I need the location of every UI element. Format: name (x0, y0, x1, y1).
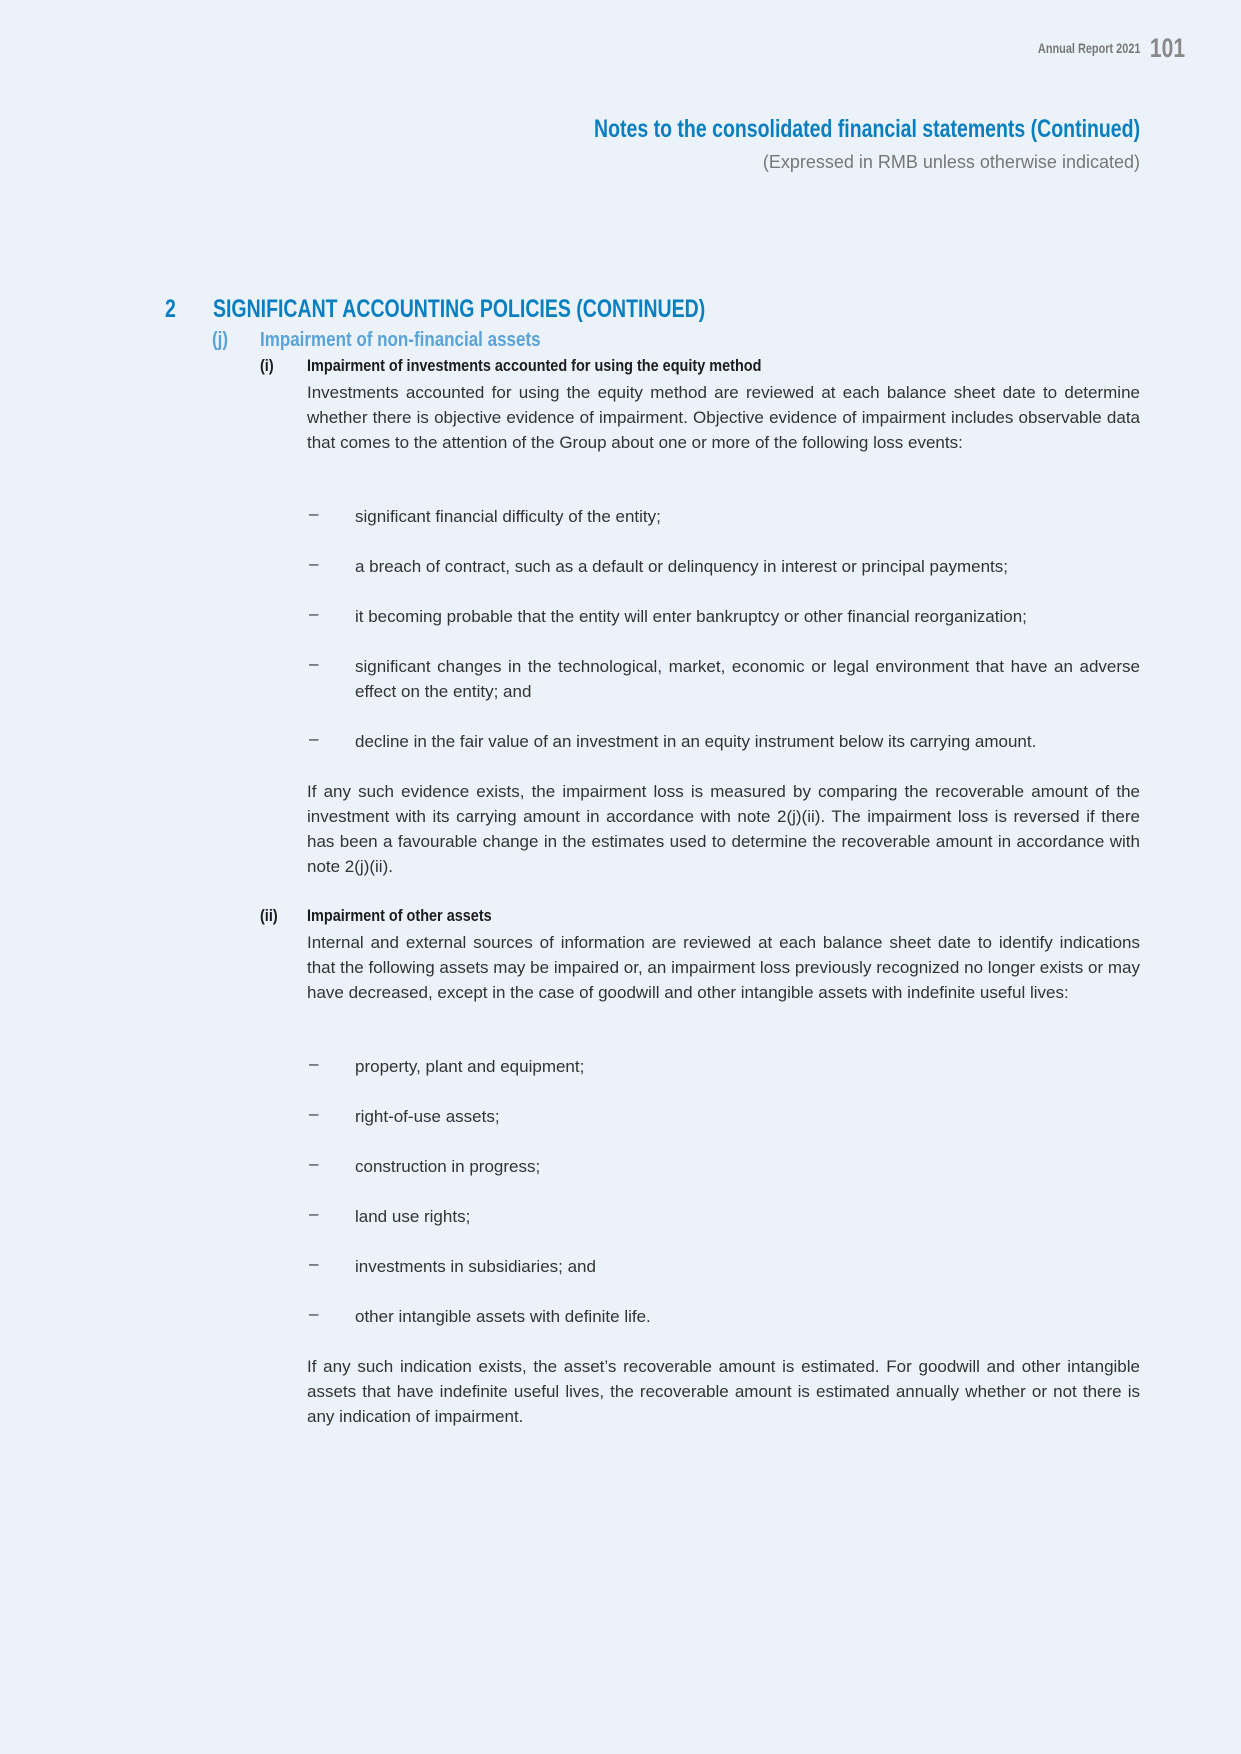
bullet-dash: – (309, 654, 319, 673)
list-item: it becoming probable that the entity will enter bankruptcy or other financial reorganization; (355, 607, 1027, 626)
page-number-text: 101 (1149, 33, 1185, 63)
bullet-dash: – (309, 504, 319, 523)
bullet-dash: – (309, 604, 319, 623)
list-item: construction in progress; (355, 1157, 541, 1176)
part-i-number (260, 356, 276, 376)
report-label-text: Annual Report 2021 (1037, 40, 1140, 56)
page-title (440, 115, 1140, 144)
list-item: decline in the fair value of an investment in an equity instrument below its carrying amount. (355, 732, 1037, 751)
list-item: right-of-use assets; (355, 1107, 500, 1126)
bullet-dash: – (309, 1204, 319, 1223)
list-item: land use rights; (355, 1207, 471, 1226)
part-i-heading (307, 356, 842, 376)
part-i-intro: Investments accounted for using the equity method are reviewed at each balance sheet date to determine whether there is objective evidence of impairment. Objective evidence of impairment includes observable data that comes to the attention of the Group about one or more of the following loss events: (307, 383, 1140, 452)
report-label (1009, 40, 1140, 56)
section-number (165, 295, 179, 324)
list-item: significant financial difficulty of the entity; (355, 507, 661, 526)
section-heading (213, 295, 844, 324)
bullet-dash: – (309, 1104, 319, 1123)
part-ii-number (260, 906, 281, 926)
page-number (1140, 33, 1185, 64)
page-subtitle: (Expressed in RMB unless otherwise indicated) (762, 152, 1140, 172)
part-i-heading-text: Impairment of investments accounted for using the equity method (307, 356, 762, 375)
part-ii-closing: If any such indication exists, the asset’s recoverable amount is estimated. For goodwill and other intangible assets that have indefinite useful lives, the recoverable amount is estimated annually whether or not there is any indication of impairment. (307, 1357, 1140, 1426)
list-item: a breach of contract, such as a default or delinquency in interest or principal payments; (355, 557, 1008, 576)
subsection-heading-text: Impairment of non-financial assets (260, 329, 541, 351)
bullet-dash: – (309, 729, 319, 748)
page-title-text: Notes to the consolidated financial statements (Continued) (593, 115, 1140, 143)
list-item: significant changes in the technological, market, economic or legal environment that have an adverse effect on the entity; and (355, 657, 1140, 701)
part-ii-heading-text: Impairment of other assets (307, 906, 492, 925)
part-i-closing: If any such evidence exists, the impairment loss is measured by comparing the recoverable amount of the investment with its carrying amount in accordance with note 2(j)(ii). The impairment loss is reversed if there has been a favourable change in the estimates used to determine the recoverable amount in accordance with note 2(j)(ii). (307, 782, 1140, 876)
part-ii-intro: Internal and external sources of information are reviewed at each balance sheet date to identify indications that the following assets may be impaired or, an impairment loss previously recognized no longer exists or may have decreased, except in the case of goodwill and other intangible assets with indefinite useful lives: (307, 933, 1140, 1002)
subsection-number (212, 329, 231, 352)
part-ii-number-text: (ii) (260, 906, 278, 925)
section-number-text: 2 (165, 295, 176, 323)
bullet-dash: – (309, 1054, 319, 1073)
part-ii-heading (307, 906, 524, 926)
bullet-dash: – (309, 1154, 319, 1173)
bullet-dash: – (309, 1304, 319, 1323)
list-item: property, plant and equipment; (355, 1057, 585, 1076)
part-i-number-text: (i) (260, 356, 274, 375)
list-item: investments in subsidiaries; and (355, 1257, 596, 1276)
subsection-number-text: (j) (212, 329, 229, 351)
bullet-dash: – (309, 554, 319, 573)
section-heading-text: SIGNIFICANT ACCOUNTING POLICIES (CONTINUED) (213, 295, 706, 323)
subsection-heading (260, 329, 590, 352)
list-item: other intangible assets with definite life. (355, 1307, 651, 1326)
bullet-dash: – (309, 1254, 319, 1273)
